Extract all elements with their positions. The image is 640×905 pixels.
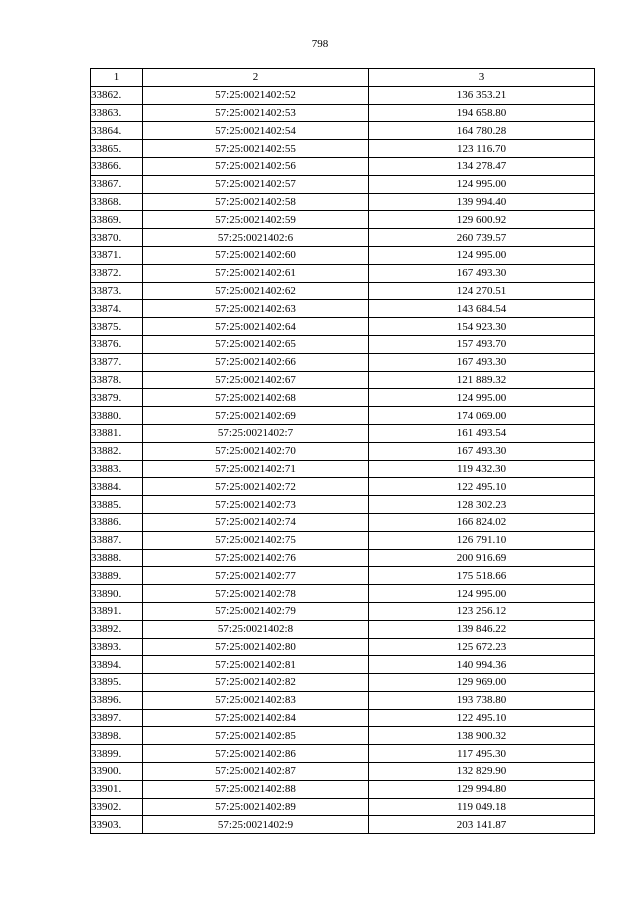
row-number-cell: 33895. — [91, 674, 143, 692]
row-number-cell: 33873. — [91, 282, 143, 300]
table-row — [91, 567, 595, 585]
cadastral-number-cell: 57:25:0021402:85 — [143, 727, 369, 745]
table-row — [91, 638, 595, 656]
cadastral-number-cell: 57:25:0021402:65 — [143, 335, 369, 353]
cadastral-number-cell: 57:25:0021402:60 — [143, 246, 369, 264]
cadastral-value-cell: 124 995.00 — [369, 389, 595, 407]
row-number-cell: 33903. — [91, 816, 143, 834]
row-number-cell: 33896. — [91, 691, 143, 709]
cadastral-value-cell: 117 495.30 — [369, 745, 595, 763]
table-row — [91, 264, 595, 282]
table-row — [91, 745, 595, 763]
cadastral-value-cell: 166 824.02 — [369, 513, 595, 531]
cadastral-number-cell: 57:25:0021402:87 — [143, 763, 369, 781]
cadastral-value-cell: 132 829.90 — [369, 763, 595, 781]
cadastral-value-cell: 167 493.30 — [369, 442, 595, 460]
cadastral-value-cell: 194 658.80 — [369, 104, 595, 122]
cadastral-value-cell: 164 780.28 — [369, 122, 595, 140]
table-row — [91, 442, 595, 460]
cadastral-value-cell: 140 994.36 — [369, 656, 595, 674]
table-row — [91, 798, 595, 816]
table-row — [91, 140, 595, 158]
cadastral-value-cell: 167 493.30 — [369, 353, 595, 371]
cadastral-number-cell: 57:25:0021402:88 — [143, 780, 369, 798]
cadastral-number-cell: 57:25:0021402:57 — [143, 175, 369, 193]
row-number-cell: 33894. — [91, 656, 143, 674]
table-row — [91, 531, 595, 549]
table-row — [91, 513, 595, 531]
table-row — [91, 460, 595, 478]
cadastral-value-cell: 174 069.00 — [369, 407, 595, 425]
cadastral-value-cell: 126 791.10 — [369, 531, 595, 549]
cadastral-number-cell: 57:25:0021402:56 — [143, 157, 369, 175]
cadastral-number-cell: 57:25:0021402:8 — [143, 620, 369, 638]
cadastral-value-cell: 124 270.51 — [369, 282, 595, 300]
row-number-cell: 33890. — [91, 585, 143, 603]
cadastral-value-cell: 122 495.10 — [369, 478, 595, 496]
table-row — [91, 478, 595, 496]
cadastral-number-cell: 57:25:0021402:55 — [143, 140, 369, 158]
row-number-cell: 33865. — [91, 140, 143, 158]
cadastral-value-cell: 203 141.87 — [369, 816, 595, 834]
cadastral-value-cell: 121 889.32 — [369, 371, 595, 389]
cadastral-value-cell: 193 738.80 — [369, 691, 595, 709]
cadastral-number-cell: 57:25:0021402:73 — [143, 496, 369, 514]
cadastral-number-cell: 57:25:0021402:62 — [143, 282, 369, 300]
cadastral-value-cell: 138 900.32 — [369, 727, 595, 745]
table-row — [91, 246, 595, 264]
table-row — [91, 300, 595, 318]
table-row — [91, 602, 595, 620]
page-number: 798 — [311, 38, 329, 50]
table-row — [91, 674, 595, 692]
row-number-cell: 33862. — [91, 86, 143, 104]
table-row — [91, 691, 595, 709]
table-header-row — [91, 69, 595, 87]
table-body — [91, 86, 595, 833]
column-header-value: 3 — [369, 69, 595, 87]
row-number-cell: 33899. — [91, 745, 143, 763]
cadastral-number-cell: 57:25:0021402:70 — [143, 442, 369, 460]
cadastral-value-cell: 119 432.30 — [369, 460, 595, 478]
cadastral-number-cell: 57:25:0021402:79 — [143, 602, 369, 620]
row-number-cell: 33872. — [91, 264, 143, 282]
cadastral-value-cell: 129 600.92 — [369, 211, 595, 229]
row-number-cell: 33875. — [91, 318, 143, 336]
row-number-cell: 33869. — [91, 211, 143, 229]
cadastral-number-cell: 57:25:0021402:61 — [143, 264, 369, 282]
row-number-cell: 33893. — [91, 638, 143, 656]
cadastral-number-cell: 57:25:0021402:58 — [143, 193, 369, 211]
table-row — [91, 656, 595, 674]
row-number-cell: 33867. — [91, 175, 143, 193]
cadastral-number-cell: 57:25:0021402:71 — [143, 460, 369, 478]
table-row — [91, 816, 595, 834]
row-number-cell: 33871. — [91, 246, 143, 264]
row-number-cell: 33876. — [91, 335, 143, 353]
table-row — [91, 496, 595, 514]
cadastral-number-cell: 57:25:0021402:89 — [143, 798, 369, 816]
cadastral-value-cell: 157 493.70 — [369, 335, 595, 353]
row-number-cell: 33870. — [91, 229, 143, 247]
row-number-cell: 33891. — [91, 602, 143, 620]
cadastral-value-cell: 119 049.18 — [369, 798, 595, 816]
table-row — [91, 549, 595, 567]
row-number-cell: 33892. — [91, 620, 143, 638]
table-row — [91, 727, 595, 745]
cadastral-number-cell: 57:25:0021402:78 — [143, 585, 369, 603]
table-row — [91, 780, 595, 798]
cadastral-number-cell: 57:25:0021402:80 — [143, 638, 369, 656]
row-number-cell: 33884. — [91, 478, 143, 496]
cadastral-number-cell: 57:25:0021402:74 — [143, 513, 369, 531]
cadastral-number-cell: 57:25:0021402:54 — [143, 122, 369, 140]
cadastral-number-cell: 57:25:0021402:68 — [143, 389, 369, 407]
cadastral-number-cell: 57:25:0021402:59 — [143, 211, 369, 229]
cadastral-number-cell: 57:25:0021402:52 — [143, 86, 369, 104]
row-number-cell: 33864. — [91, 122, 143, 140]
cadastral-value-cell: 124 995.00 — [369, 246, 595, 264]
row-number-cell: 33868. — [91, 193, 143, 211]
cadastral-value-cell: 123 256.12 — [369, 602, 595, 620]
cadastral-value-cell: 124 995.00 — [369, 585, 595, 603]
cadastral-number-cell: 57:25:0021402:6 — [143, 229, 369, 247]
table-row — [91, 86, 595, 104]
cadastral-value-cell: 136 353.21 — [369, 86, 595, 104]
cadastral-number-cell: 57:25:0021402:63 — [143, 300, 369, 318]
table-row — [91, 407, 595, 425]
table-row — [91, 282, 595, 300]
table-row — [91, 229, 595, 247]
row-number-cell: 33881. — [91, 424, 143, 442]
cadastral-value-cell: 143 684.54 — [369, 300, 595, 318]
row-number-cell: 33898. — [91, 727, 143, 745]
row-number-cell: 33883. — [91, 460, 143, 478]
cadastral-value-cell: 125 672.23 — [369, 638, 595, 656]
row-number-cell: 33866. — [91, 157, 143, 175]
table-row — [91, 193, 595, 211]
table-row — [91, 763, 595, 781]
row-number-cell: 33877. — [91, 353, 143, 371]
row-number-cell: 33888. — [91, 549, 143, 567]
column-header-cadastral-number: 2 — [143, 69, 369, 87]
cadastral-value-cell: 129 994.80 — [369, 780, 595, 798]
cadastral-value-cell: 124 995.00 — [369, 175, 595, 193]
row-number-cell: 33863. — [91, 104, 143, 122]
table-row — [91, 709, 595, 727]
table-row — [91, 211, 595, 229]
row-number-cell: 33889. — [91, 567, 143, 585]
table-row — [91, 371, 595, 389]
table-row — [91, 318, 595, 336]
row-number-cell: 33897. — [91, 709, 143, 727]
table-row — [91, 424, 595, 442]
cadastral-number-cell: 57:25:0021402:84 — [143, 709, 369, 727]
row-number-cell: 33886. — [91, 513, 143, 531]
cadastral-value-cell: 123 116.70 — [369, 140, 595, 158]
cadastral-value-table — [90, 68, 595, 834]
row-number-cell: 33878. — [91, 371, 143, 389]
row-number-cell: 33885. — [91, 496, 143, 514]
cadastral-number-cell: 57:25:0021402:66 — [143, 353, 369, 371]
cadastral-number-cell: 57:25:0021402:86 — [143, 745, 369, 763]
row-number-cell: 33900. — [91, 763, 143, 781]
table-row — [91, 335, 595, 353]
column-header-number: 1 — [91, 69, 143, 87]
table-row — [91, 104, 595, 122]
cadastral-number-cell: 57:25:0021402:77 — [143, 567, 369, 585]
cadastral-value-cell: 167 493.30 — [369, 264, 595, 282]
cadastral-value-cell: 128 302.23 — [369, 496, 595, 514]
row-number-cell: 33902. — [91, 798, 143, 816]
row-number-cell: 33901. — [91, 780, 143, 798]
cadastral-number-cell: 57:25:0021402:72 — [143, 478, 369, 496]
table-row — [91, 585, 595, 603]
cadastral-number-cell: 57:25:0021402:83 — [143, 691, 369, 709]
cadastral-number-cell: 57:25:0021402:76 — [143, 549, 369, 567]
cadastral-number-cell: 57:25:0021402:64 — [143, 318, 369, 336]
table-row — [91, 122, 595, 140]
table-row — [91, 175, 595, 193]
cadastral-number-cell: 57:25:0021402:82 — [143, 674, 369, 692]
cadastral-number-cell: 57:25:0021402:9 — [143, 816, 369, 834]
table-row — [91, 353, 595, 371]
cadastral-value-cell: 200 916.69 — [369, 549, 595, 567]
table-row — [91, 157, 595, 175]
cadastral-value-cell: 129 969.00 — [369, 674, 595, 692]
cadastral-number-cell: 57:25:0021402:81 — [143, 656, 369, 674]
row-number-cell: 33887. — [91, 531, 143, 549]
table-row — [91, 620, 595, 638]
cadastral-number-cell: 57:25:0021402:75 — [143, 531, 369, 549]
row-number-cell: 33879. — [91, 389, 143, 407]
row-number-cell: 33882. — [91, 442, 143, 460]
cadastral-value-cell: 260 739.57 — [369, 229, 595, 247]
cadastral-value-cell: 175 518.66 — [369, 567, 595, 585]
cadastral-number-cell: 57:25:0021402:53 — [143, 104, 369, 122]
row-number-cell: 33880. — [91, 407, 143, 425]
cadastral-value-cell: 139 846.22 — [369, 620, 595, 638]
cadastral-value-cell: 134 278.47 — [369, 157, 595, 175]
cadastral-value-cell: 122 495.10 — [369, 709, 595, 727]
cadastral-value-cell: 139 994.40 — [369, 193, 595, 211]
cadastral-value-cell: 161 493.54 — [369, 424, 595, 442]
cadastral-value-cell: 154 923.30 — [369, 318, 595, 336]
cadastral-number-cell: 57:25:0021402:67 — [143, 371, 369, 389]
table-row — [91, 389, 595, 407]
row-number-cell: 33874. — [91, 300, 143, 318]
cadastral-number-cell: 57:25:0021402:69 — [143, 407, 369, 425]
cadastral-number-cell: 57:25:0021402:7 — [143, 424, 369, 442]
